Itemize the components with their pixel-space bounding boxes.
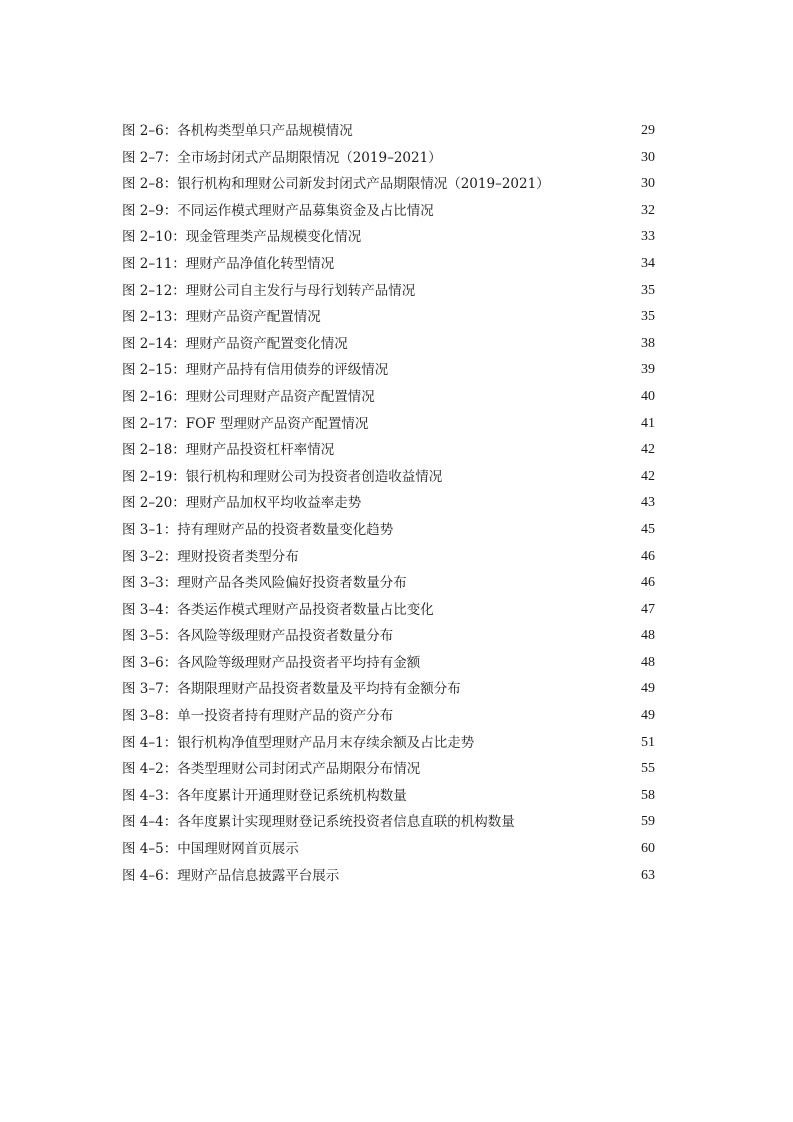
- toc-entry-page: 58: [641, 787, 655, 803]
- toc-entry-label: 图 2–12：理财公司自主发行与母行划转产品情况: [122, 282, 416, 299]
- toc-entry-page: 47: [641, 601, 655, 617]
- toc-entry[interactable]: [122, 730, 655, 757]
- toc-entry[interactable]: [122, 517, 655, 544]
- toc-entry[interactable]: [122, 145, 655, 172]
- toc-entry[interactable]: [122, 224, 655, 251]
- toc-entry-page: 51: [641, 734, 655, 750]
- toc-entry-label: 图 3–6：各风险等级理财产品投资者平均持有金额: [122, 654, 421, 671]
- toc-entry[interactable]: [122, 118, 655, 145]
- toc-entry-label: 图 2–17：FOF 型理财产品资产配置情况: [122, 415, 369, 432]
- toc-entry-label: 图 3–2：理财投资者类型分布: [122, 548, 299, 565]
- toc-entry[interactable]: [122, 331, 655, 358]
- toc-entry-page: 60: [641, 841, 655, 857]
- toc-entry-page: 39: [641, 362, 655, 378]
- toc-entry-label: 图 2–8：银行机构和理财公司新发封闭式产品期限情况（2019–2021）: [122, 176, 550, 193]
- toc-entry-label: 图 4–4：各年度累计实现理财登记系统投资者信息直联的机构数量: [122, 814, 515, 831]
- toc-entry-label: 图 3–5：各风险等级理财产品投资者数量分布: [122, 628, 394, 645]
- toc-entry[interactable]: [122, 251, 655, 278]
- toc-entry[interactable]: [122, 544, 655, 571]
- toc-entry-label: 图 2–11：理财产品净值化转型情况: [122, 255, 335, 272]
- toc-entry-page: 49: [641, 681, 655, 697]
- toc-entry-label: 图 2–6：各机构类型单只产品规模情况: [122, 123, 353, 139]
- toc-entry-page: 30: [641, 149, 655, 165]
- toc-entry[interactable]: [122, 437, 655, 464]
- toc-entry-label: 图 2–15：理财产品持有信用债券的评级情况: [122, 362, 389, 379]
- toc-entry-page: 59: [641, 814, 655, 830]
- toc-entry-label: 图 2–9：不同运作模式理财产品募集资金及占比情况: [122, 202, 434, 219]
- toc-entry-page: 45: [641, 521, 655, 537]
- toc-entry-page: 49: [641, 708, 655, 724]
- toc-entry[interactable]: [122, 863, 655, 890]
- toc-entry[interactable]: [122, 597, 655, 624]
- toc-entry-label: 图 4–2：各类型理财公司封闭式产品期限分布情况: [122, 761, 421, 778]
- toc-entry[interactable]: [122, 650, 655, 677]
- toc-entry[interactable]: [122, 198, 655, 225]
- toc-entry-page: 34: [641, 255, 655, 271]
- toc-entry-page: 38: [641, 335, 655, 351]
- toc-entry-page: 42: [641, 468, 655, 484]
- toc-entry-label: 图 3–3：理财产品各类风险偏好投资者数量分布: [122, 575, 407, 592]
- toc-entry-page: 48: [641, 654, 655, 670]
- toc-entry-page: 63: [641, 867, 655, 883]
- toc-entry-page: 35: [641, 309, 655, 325]
- toc-entry-page: 43: [641, 495, 655, 511]
- toc-entry[interactable]: [122, 703, 655, 730]
- toc-entry-label: 图 2–7：全市场封闭式产品期限情况（2019–2021）: [122, 149, 442, 166]
- toc-entry-label: 图 2–18：理财产品投资杠杆率情况: [122, 442, 335, 459]
- toc-entry[interactable]: [122, 278, 655, 305]
- toc-entry-page: 42: [641, 442, 655, 458]
- toc-entry-page: 48: [641, 628, 655, 644]
- toc-entry-page: 46: [641, 548, 655, 564]
- toc-entry-label: 图 3–8：单一投资者持有理财产品的资产分布: [122, 708, 394, 725]
- toc-entry-label: 图 2–14：理财产品资产配置变化情况: [122, 335, 348, 352]
- toc-entry[interactable]: [122, 570, 655, 597]
- toc-entry-label: 图 2–10：现金管理类产品规模变化情况: [122, 229, 362, 246]
- figure-list: [122, 118, 655, 889]
- toc-entry-page: 40: [641, 388, 655, 404]
- toc-entry[interactable]: [122, 623, 655, 650]
- toc-entry[interactable]: [122, 464, 655, 491]
- toc-entry-label: 图 2–16：理财公司理财产品资产配置情况: [122, 388, 375, 405]
- toc-entry-page: 41: [641, 415, 655, 431]
- toc-entry-label: 图 4–3：各年度累计开通理财登记系统机构数量: [122, 787, 407, 804]
- toc-entry-page: 35: [641, 282, 655, 298]
- toc-entry[interactable]: [122, 809, 655, 836]
- toc-entry[interactable]: [122, 357, 655, 384]
- toc-entry-label: 图 2–13：理财产品资产配置情况: [122, 309, 321, 326]
- toc-entry[interactable]: [122, 783, 655, 810]
- toc-entry[interactable]: [122, 171, 655, 198]
- toc-entry[interactable]: [122, 490, 655, 517]
- toc-entry-label: 图 4–5：中国理财网首页展示: [122, 841, 299, 858]
- toc-entry-label: 图 3–1：持有理财产品的投资者数量变化趋势: [122, 521, 394, 538]
- toc-entry-label: 图 3–7：各期限理财产品投资者数量及平均持有金额分布: [122, 681, 461, 698]
- toc-entry[interactable]: [122, 676, 655, 703]
- toc-entry[interactable]: [122, 384, 655, 411]
- toc-entry-label: 图 2–19：银行机构和理财公司为投资者创造收益情况: [122, 468, 443, 485]
- toc-entry-label: 图 4–6：理财产品信息披露平台展示: [122, 867, 340, 884]
- toc-entry-label: 图 3–4：各类运作模式理财产品投资者数量占比变化: [122, 601, 434, 618]
- toc-entry-label: 图 2–20：理财产品加权平均收益率走势: [122, 495, 362, 512]
- toc-entry-page: 30: [641, 176, 655, 192]
- toc-entry-page: 29: [641, 123, 655, 138]
- toc-entry[interactable]: [122, 411, 655, 438]
- toc-entry[interactable]: [122, 836, 655, 863]
- toc-entry[interactable]: [122, 756, 655, 783]
- toc-entry[interactable]: [122, 304, 655, 331]
- toc-entry-page: 46: [641, 575, 655, 591]
- toc-entry-page: 33: [641, 229, 655, 245]
- toc-entry-label: 图 4–1：银行机构净值型理财产品月末存续余额及占比走势: [122, 734, 475, 751]
- toc-entry-page: 55: [641, 761, 655, 777]
- toc-entry-page: 32: [641, 202, 655, 218]
